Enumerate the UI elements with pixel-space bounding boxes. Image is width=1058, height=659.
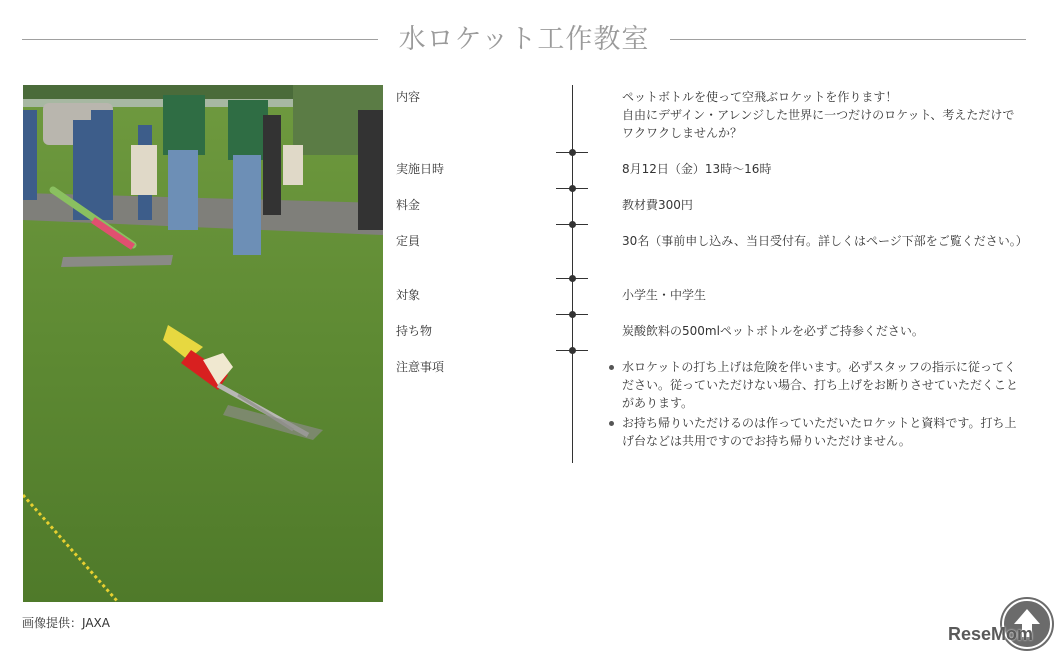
info-value-line: 8月12日（金）13時〜16時 <box>622 162 772 176</box>
info-value-datetime <box>622 160 1022 178</box>
notes-list-item: お持ち帰りいただけるのは作っていただいたロケットと資料です。打ち上げ台などは共用ですのでお持ち帰りいただけません。 <box>622 414 1022 450</box>
page-title: 水ロケット工作教室 <box>398 24 650 55</box>
row-separator-dot <box>569 275 576 282</box>
info-label-fee: 料金 <box>396 198 421 212</box>
row-separator-dot <box>569 149 576 156</box>
notes-list-item: 水ロケットの打ち上げは危険を伴います。必ずスタッフの指示に従ってください。従っていただけない場合、打ち上げをお断りさせていただくことがあります。 <box>622 358 1022 412</box>
event-info-table <box>396 85 1026 463</box>
info-value-belongings <box>622 322 1022 340</box>
info-value-capacity <box>622 232 1028 250</box>
row-separator-dot <box>569 185 576 192</box>
info-label-belongings: 持ち物 <box>396 324 433 338</box>
info-value-line: 自由にデザイン・アレンジした世界に一つだけのロケット、考えただけでワクワクしませんか？ <box>622 108 1015 140</box>
info-value-line: 炭酸飲料の500mlペットボトルを必ずご持参ください。 <box>622 324 924 338</box>
page-title-row <box>22 18 1026 62</box>
notes-list <box>622 358 1022 450</box>
info-value-target <box>622 286 1022 304</box>
title-rule-left <box>22 39 378 40</box>
info-label-content: 内容 <box>396 90 421 104</box>
info-value-line: ペットボトルを使って空飛ぶロケットを作ります！ <box>622 90 898 104</box>
info-label-capacity: 定員 <box>396 234 421 248</box>
rocket-launch-photo <box>23 85 383 602</box>
timeline-line <box>572 85 573 463</box>
info-value-line: 教材費300円 <box>622 198 693 212</box>
row-separator-dot <box>569 311 576 318</box>
info-value-line: 小学生・中学生 <box>622 288 707 302</box>
row-separator-dot <box>569 347 576 354</box>
info-label-datetime: 実施日時 <box>396 162 445 176</box>
title-rule-right <box>670 39 1026 40</box>
info-value-notes <box>622 358 1022 452</box>
info-label-notes: 注意事項 <box>396 360 445 374</box>
info-value-line: 30名（事前申し込み、当日受付有。詳しくはページ下部をご覧ください。） <box>622 234 1028 248</box>
photo-caption: 画像提供：JAXA <box>22 616 110 630</box>
resemom-watermark: ReseMom <box>948 624 1034 644</box>
info-label-target: 対象 <box>396 288 421 302</box>
info-value-fee <box>622 196 1022 214</box>
row-separator-dot <box>569 221 576 228</box>
info-value-content <box>622 88 1022 142</box>
